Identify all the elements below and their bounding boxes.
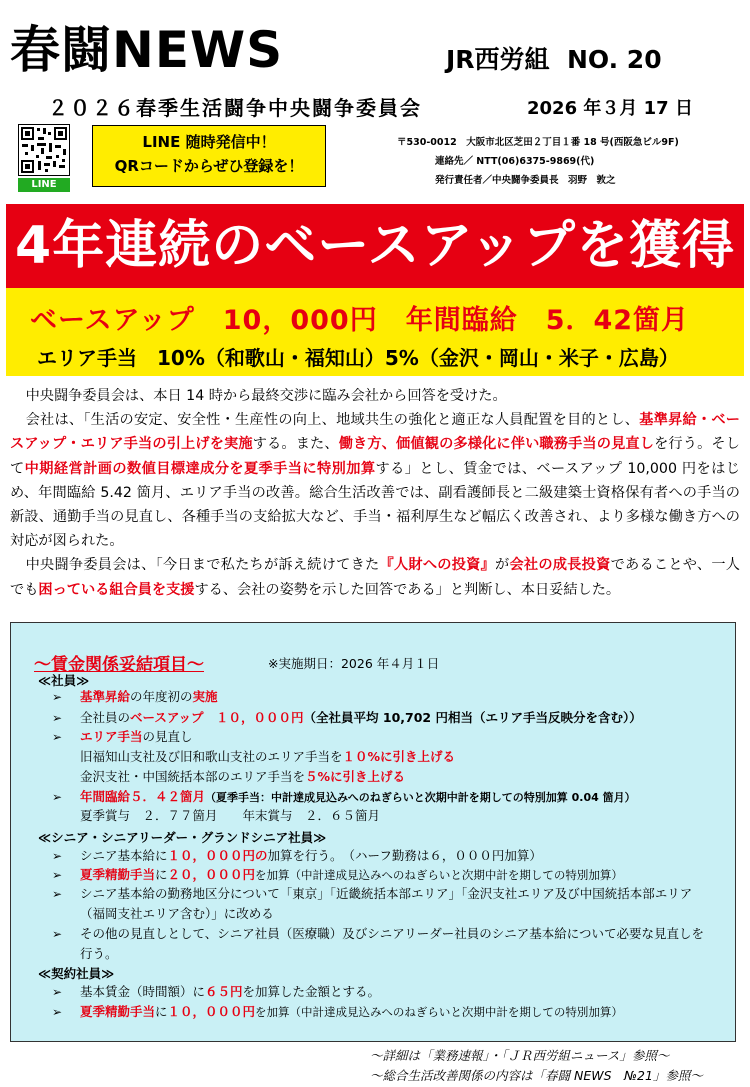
subheadline-area-allowance: エリア手当 10%（和歌山・福知山）5%（金沢・岡山・米子・広島） <box>37 346 679 370</box>
footer-note-2: ～総合生活改善関係の内容は「春闘 NEWS №21」参照～ <box>370 1068 703 1083</box>
item-text: （全社員平均 10,702 円相当（エリア手当反映分を含む）） <box>303 710 642 725</box>
item-highlight: ２０，０００円 <box>167 867 256 882</box>
item-highlight: ５%に引き上げる <box>305 769 406 784</box>
list-item <box>52 727 193 747</box>
item-highlight: 夏季精勤手当 <box>80 867 156 882</box>
article-body <box>10 384 740 602</box>
sub-item: 夏季賞与 ２．７７箇月 年末賞与 ２．６５箇月 <box>80 808 381 823</box>
p3-highlight-1: 『人財への投資』 <box>379 557 496 574</box>
item-highlight: エリア手当 <box>80 729 143 744</box>
item-text: の見直し <box>142 729 193 744</box>
section-employees: ≪社員≫ <box>38 673 90 688</box>
arrow-bullet-icon: ➢ <box>52 1005 63 1019</box>
list-item <box>52 982 381 1002</box>
p2-text: する」とし、賃金では、ベースアップ 10,000 円をはじめ、年間臨給 5.42 箇月、エリア手当の改善。総合生活改善では、副看護師長と二級建築士資格保有者への手当の新設、通勤手当の見直し、各種手当の支給拡大など、手当・福利厚生など幅広く改善され、より多様な働き方への対応が図られた。 <box>10 460 740 550</box>
item-highlight: 年間臨給５．４２箇月 <box>80 789 206 804</box>
item-text: を加算した金額とする。 <box>242 984 381 999</box>
masthead-title: 春闘NEWS <box>10 21 284 79</box>
item-highlight: 夏季精勤手当 <box>80 1004 156 1019</box>
footer-note-1: ～詳細は「業務速報」・「ＪＲ西労組ニュース」参照～ <box>370 1048 670 1063</box>
issue-date: 2026 年３月 17 日 <box>527 98 693 119</box>
line-promo-box <box>92 125 326 187</box>
list-item <box>52 687 218 707</box>
item-text: 加算を行う。 （ハーフ勤務は６，０００円加算） <box>267 848 542 863</box>
p2-highlight-2: 働き方、価値観の多様化に伴い職務手当の見直し <box>338 436 655 453</box>
box-title: ～賃金関係妥結項目～ <box>34 655 204 675</box>
arrow-bullet-icon: ➢ <box>52 849 63 863</box>
list-item <box>52 846 542 866</box>
sub-item <box>80 767 405 785</box>
p3-text: が <box>495 557 510 574</box>
item-highlight: 実施 <box>192 689 218 704</box>
item-highlight: ６５円 <box>205 984 243 999</box>
arrow-bullet-icon: ➢ <box>52 730 63 744</box>
item-text: 旧福知山支社及び旧和歌山支社のエリア手当を <box>80 749 343 764</box>
p3-text: 中央闘争委員会は、「今日まで私たちが訴え続けてきた <box>25 557 380 574</box>
list-item <box>52 865 623 885</box>
item-text: （夏季手当：中計達成見込みへのねぎらいと次期中計を期しての特別加算 0.04 箇月） <box>205 791 636 804</box>
item-text: 基本賃金（時間額）に <box>80 984 206 999</box>
section-senior: ≪シニア・シニアリーダー・グランドシニア社員≫ <box>38 830 327 845</box>
item-text: その他の見直しとして、シニア社員（医療職）及びシニアリーダー社員のシニア基本給について必要な見直しを行う。 <box>80 926 705 961</box>
list-item <box>52 884 716 924</box>
item-highlight: ベースアップ １０，０００円 <box>130 710 304 725</box>
item-text: シニア基本給に <box>80 848 168 863</box>
main-headline: 4年連続のベースアップを獲得 <box>6 204 744 288</box>
p2-text: 会社は、「生活の安定、安全性・生産性の向上、地域共生の強化と適正な人員配置を目的とし、 <box>25 412 640 429</box>
item-text: 金沢支社・中国統括本部のエリア手当を <box>80 769 306 784</box>
arrow-bullet-icon: ➢ <box>52 711 63 725</box>
arrow-bullet-icon: ➢ <box>52 887 63 901</box>
publisher: 発行責任者／中央闘争委員長 羽野 敦之 <box>435 175 616 186</box>
item-highlight: １０，０００円 <box>167 1004 256 1019</box>
phone: 連絡先／ NTT(06)6375-9869(代) <box>435 156 595 167</box>
item-text: 全社員の <box>80 710 131 725</box>
p2-text: を行う。そして <box>10 436 740 477</box>
p2-text: する。また、 <box>252 436 339 453</box>
address: 〒530-0012 大阪市北区芝田２丁目１番 18 号(西阪急ビル9F) <box>397 137 679 148</box>
item-highlight: １０%に引き上げる <box>342 749 456 764</box>
line-promo-line1: LINE 随時発信中！ <box>142 133 276 151</box>
committee-name: ２０２６春季生活闘争中央闘争委員会 <box>48 96 422 120</box>
item-text: に <box>155 867 168 882</box>
item-highlight: １０，０００円の <box>167 848 268 863</box>
list-item <box>52 924 716 964</box>
section-contract: ≪契約社員≫ <box>38 966 115 981</box>
item-text: を加算（中計達成見込みへのねぎらいと次期中計を期しての特別加算） <box>255 868 623 882</box>
org-name: JR西労組 <box>446 45 550 74</box>
paragraph-1: 中央闘争委員会は、本日 14 時から最終交渉に臨み会社から回答を受けた。 <box>25 388 507 404</box>
p3-text: であることや、一人でも <box>10 557 740 598</box>
subheadline-base-up: ベースアップ 10，000円 年間臨給 5．42箇月 <box>30 305 690 336</box>
arrow-bullet-icon: ➢ <box>52 985 63 999</box>
item-text: を加算（中計達成見込みへのねぎらいと次期中計を期しての特別加算） <box>255 1005 623 1019</box>
item-text: の年度初の <box>130 689 193 704</box>
item-text: シニア基本給の勤務地区分について「東京」「近畿統括本部エリア」「金沢支社エリア及び中国統括本部エリア（福岡支社エリア含む）」に改める <box>80 886 693 921</box>
arrow-bullet-icon: ➢ <box>52 927 63 941</box>
item-highlight: 基準昇給 <box>80 689 131 704</box>
arrow-bullet-icon: ➢ <box>52 790 63 804</box>
p3-highlight-3: 困っている組合員を支援 <box>38 581 195 598</box>
p3-highlight-2: 会社の成長投資 <box>509 557 611 574</box>
qr-code-icon[interactable] <box>18 124 70 176</box>
qr-code-graphic <box>19 125 69 175</box>
org-issue <box>446 40 662 76</box>
contact-info <box>397 133 679 190</box>
sub-item <box>80 747 455 765</box>
effective-date: ※実施期日：2026 年４月１日 <box>268 656 440 671</box>
list-item <box>52 1002 623 1022</box>
item-text: に <box>155 1004 168 1019</box>
arrow-bullet-icon: ➢ <box>52 690 63 704</box>
line-logo-label: LINE <box>18 178 70 192</box>
paragraph-3 <box>10 553 740 601</box>
p2-highlight-1: 基準昇給・ベースアップ・エリア手当の引上げを実施 <box>10 412 740 453</box>
line-promo-line2: QRコードからぜひ登録を！ <box>114 157 304 175</box>
arrow-bullet-icon: ➢ <box>52 868 63 882</box>
p2-highlight-3: 中期経営計画の数値目標達成分を夏季手当に特別加算 <box>24 460 376 477</box>
list-item <box>52 708 642 728</box>
p3-text: する、会社の姿勢を示した回答である」と判断し、本日妥結した。 <box>194 581 621 598</box>
list-item <box>52 787 636 808</box>
issue-number: NO. 20 <box>566 45 662 74</box>
paragraph-2 <box>10 408 740 553</box>
